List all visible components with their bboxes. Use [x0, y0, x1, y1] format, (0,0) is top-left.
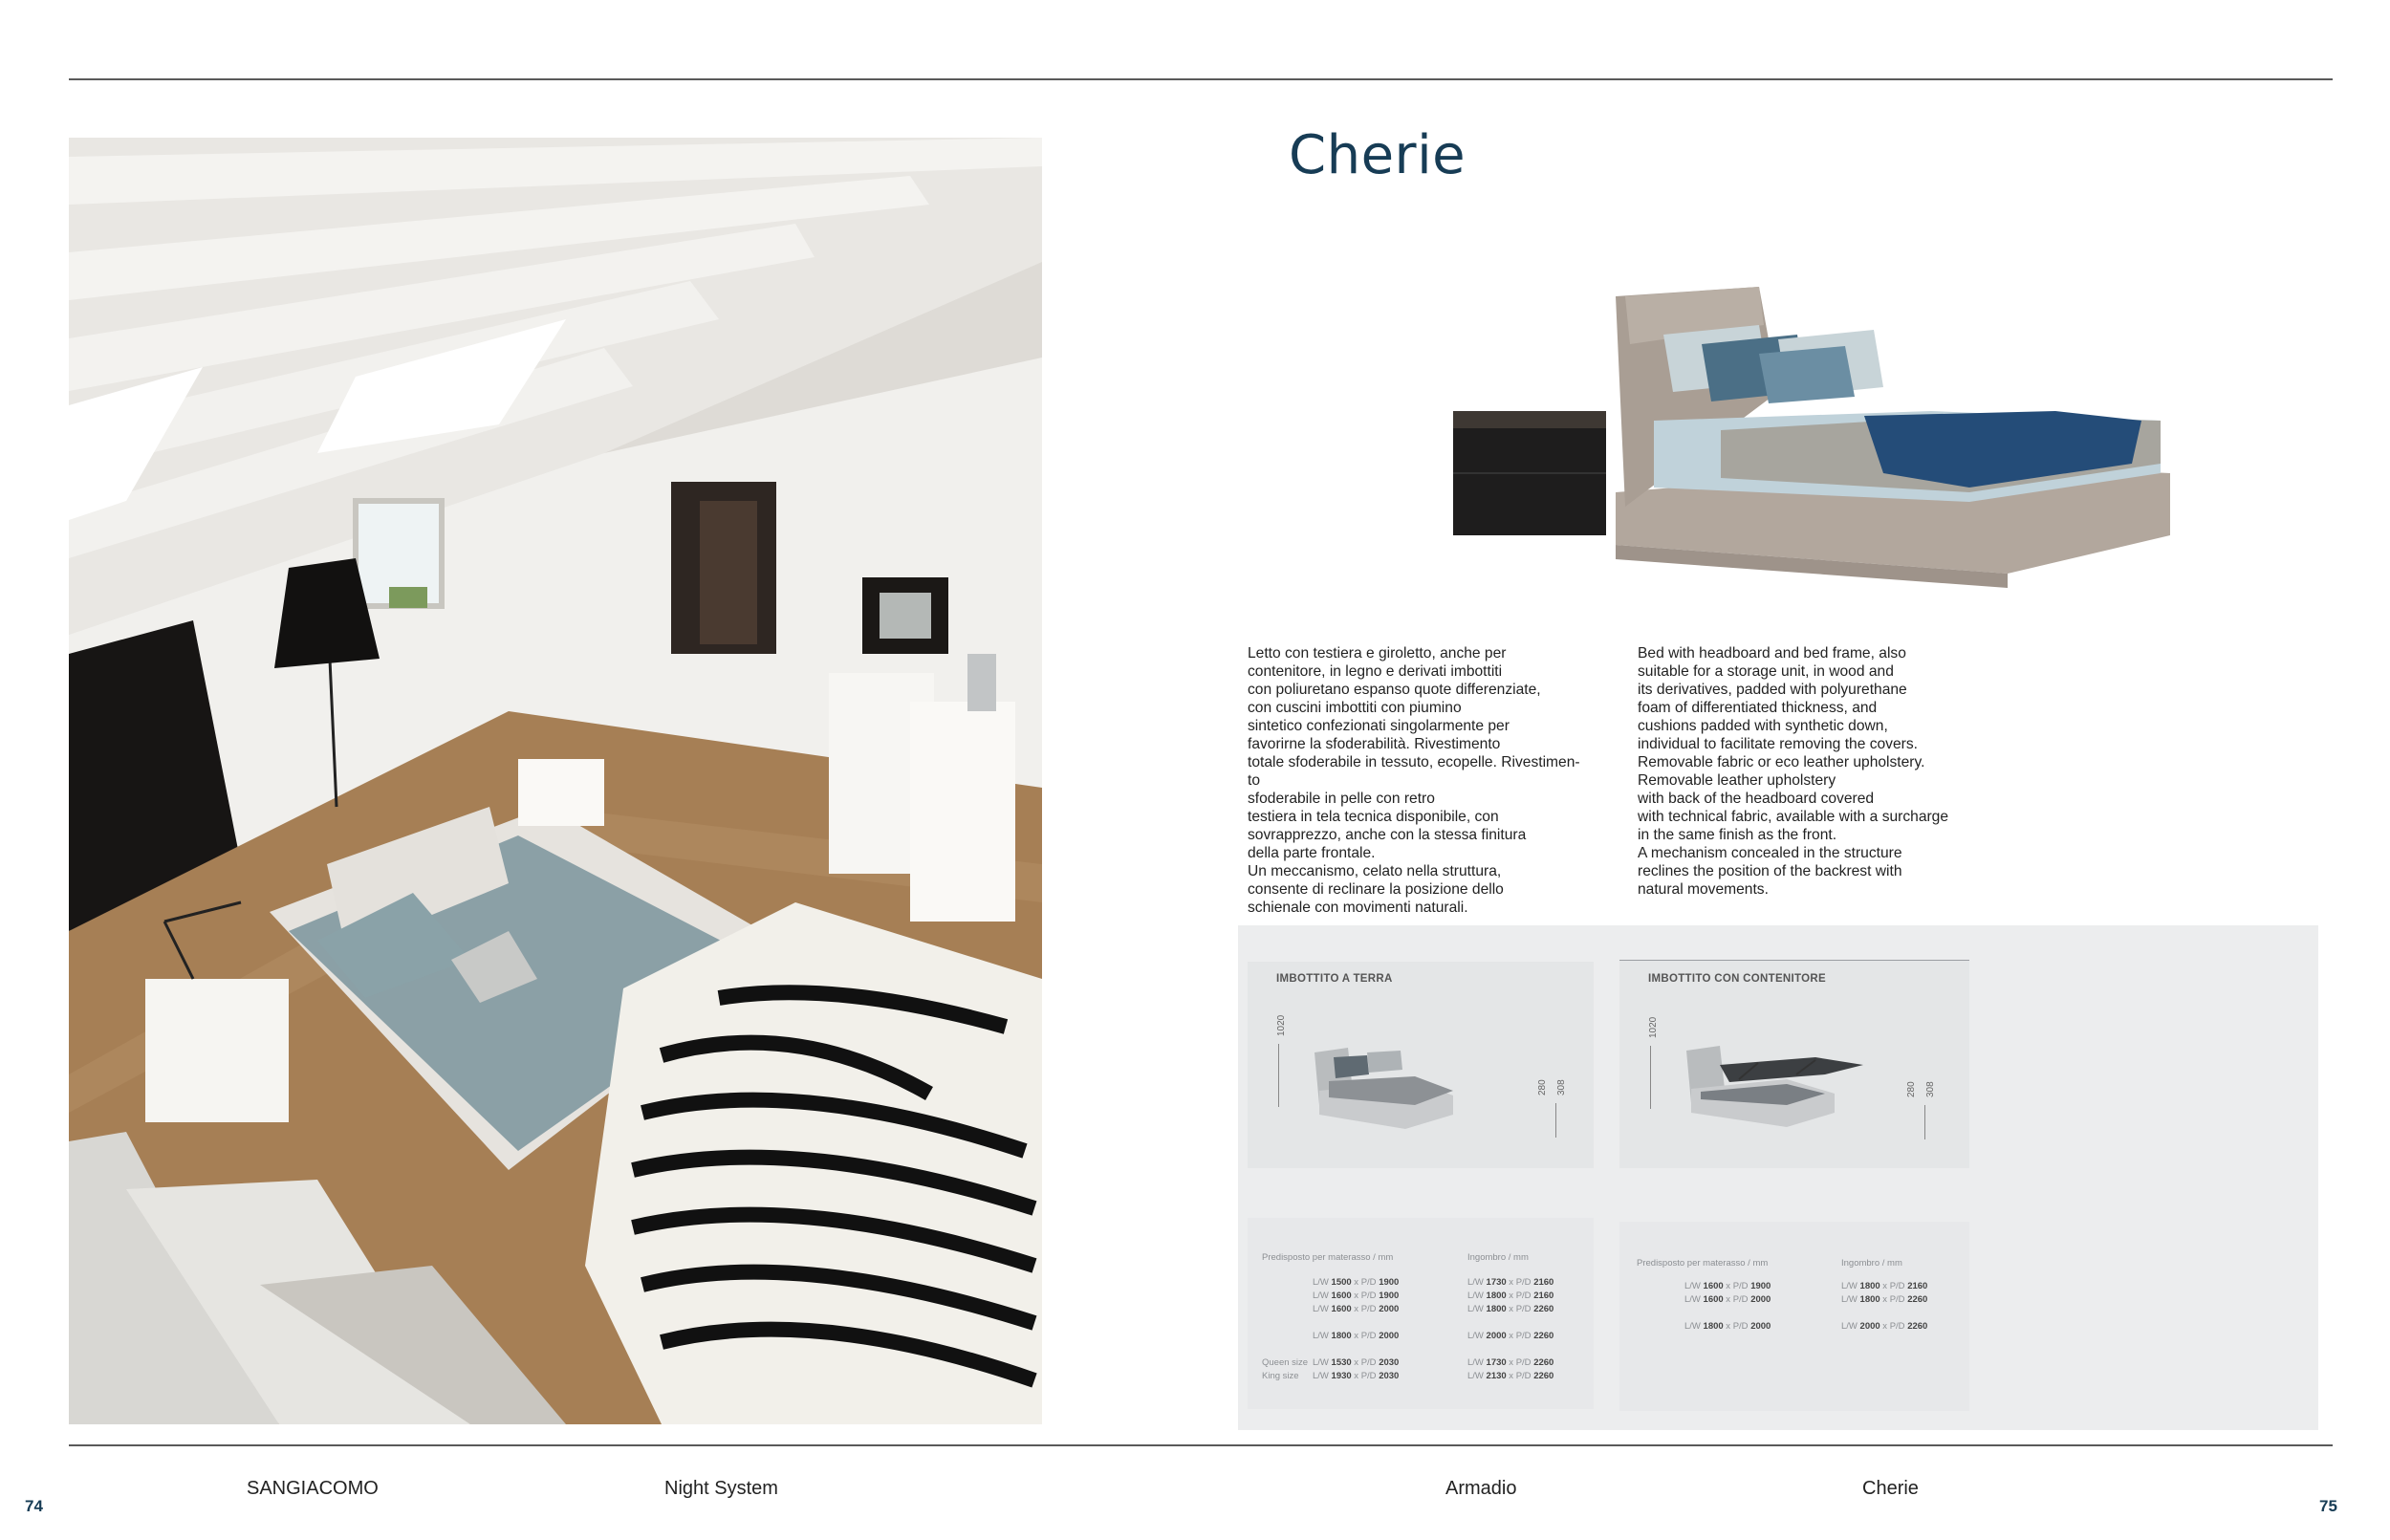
page-title: Cherie — [1289, 124, 1467, 186]
dim-a: 280 — [1537, 1079, 1548, 1095]
page-number-left: 74 — [25, 1497, 43, 1515]
description-english: Bed with headboard and bed frame, also suitable for a storage unit, in wood and its derivatives, padded with polyurethane foam of differentiated thickness, and cushions padded with synthetic down, individual to facilitate removing the covers. Removable fabric or eco leather upholstery. Removable leather upholstery with back of the headboard covered with technical fabric, available with a surcharge in the same finish as the front. A mechanism concealed in the structure reclines the position of the backrest with natural movements. — [1638, 645, 1949, 898]
size-row: L/W 1800 x P/D 2160 — [1467, 1291, 1554, 1301]
variant-card-floor — [1248, 962, 1594, 1168]
footer-section: Armadio — [1445, 1478, 1517, 1499]
size-row: L/W 1500 x P/D 1900 — [1313, 1277, 1400, 1288]
dim-line — [1924, 1105, 1925, 1139]
size-row: L/W 2130 x P/D 2260 — [1467, 1371, 1554, 1381]
description-italian: Letto con testiera e giroletto, anche per contenitore, in legno e derivati imbottiti con poliuretano espanso quote differenziate, con cuscini imbottiti con piumino sintetico confezionati singolarmente per favorirne la sfoderabilità. Rivestimento totale sfoderabile in tessuto, ecopelle. Rivestimen- to sfoderabile in pelle con retro testiera in tela tecnica disponibile, con sovrapprezzo, anche con la stessa finitura della parte frontale. Un meccanismo, celato nella struttura, consente di reclinare la posizione dello schienale con movimenti naturali. — [1248, 645, 1580, 916]
height-line — [1278, 1044, 1279, 1107]
overall-label: Ingombro / mm — [1841, 1258, 1902, 1269]
dim-b: 308 — [1556, 1079, 1567, 1095]
size-row: L/W 1600 x P/D 1900 — [1684, 1281, 1771, 1291]
mattress-label: Predisposto per materasso / mm — [1637, 1258, 1769, 1269]
size-prefix: King size — [1262, 1371, 1299, 1381]
footer-collection: Night System — [664, 1478, 778, 1499]
size-row: L/W 1930 x P/D 2030 — [1313, 1371, 1400, 1381]
size-table-storage — [1619, 1222, 1969, 1411]
dim-line — [1555, 1103, 1556, 1138]
page-number-right: 75 — [2319, 1497, 2337, 1515]
size-table-floor — [1248, 1218, 1594, 1409]
size-row: L/W 1600 x P/D 2000 — [1684, 1294, 1771, 1305]
size-row: L/W 1530 x P/D 2030 — [1313, 1357, 1400, 1368]
top-rule — [69, 78, 2333, 80]
dim-a: 280 — [1906, 1081, 1917, 1097]
variant-card-storage — [1619, 960, 1969, 1168]
bottom-rule — [69, 1444, 2333, 1446]
footer-product: Cherie — [1862, 1478, 1919, 1499]
bedroom-photo — [69, 138, 1042, 1424]
product-photo — [1434, 268, 2180, 612]
variant-title: IMBOTTITO A TERRA — [1276, 973, 1393, 985]
size-row: L/W 1600 x P/D 1900 — [1313, 1291, 1400, 1301]
size-row: L/W 1600 x P/D 2000 — [1313, 1304, 1400, 1314]
overall-label: Ingombro / mm — [1467, 1252, 1529, 1263]
size-row: L/W 1800 x P/D 2260 — [1841, 1294, 1928, 1305]
height-line — [1650, 1046, 1651, 1109]
size-row: L/W 1800 x P/D 2160 — [1841, 1281, 1928, 1291]
card-top-line — [1619, 960, 1969, 961]
size-row: L/W 1730 x P/D 2160 — [1467, 1277, 1554, 1288]
size-row: L/W 2000 x P/D 2260 — [1841, 1321, 1928, 1332]
height-dimension: 1020 — [1276, 1014, 1287, 1036]
variant-title: IMBOTTITO CON CONTENITORE — [1648, 973, 1826, 985]
size-row: L/W 1800 x P/D 2000 — [1313, 1331, 1400, 1341]
height-dimension: 1020 — [1648, 1016, 1659, 1038]
size-row: L/W 2000 x P/D 2260 — [1467, 1331, 1554, 1341]
bed-diagram-storage — [1682, 1036, 1873, 1132]
size-row: L/W 1800 x P/D 2260 — [1467, 1304, 1554, 1314]
size-row: L/W 1800 x P/D 2000 — [1684, 1321, 1771, 1332]
size-row: L/W 1730 x P/D 2260 — [1467, 1357, 1554, 1368]
bed-diagram-floor — [1310, 1038, 1463, 1134]
footer-brand: SANGIACOMO — [247, 1478, 379, 1499]
mattress-label: Predisposto per materasso / mm — [1262, 1252, 1394, 1263]
size-prefix: Queen size — [1262, 1357, 1309, 1368]
dim-b: 308 — [1925, 1081, 1936, 1097]
